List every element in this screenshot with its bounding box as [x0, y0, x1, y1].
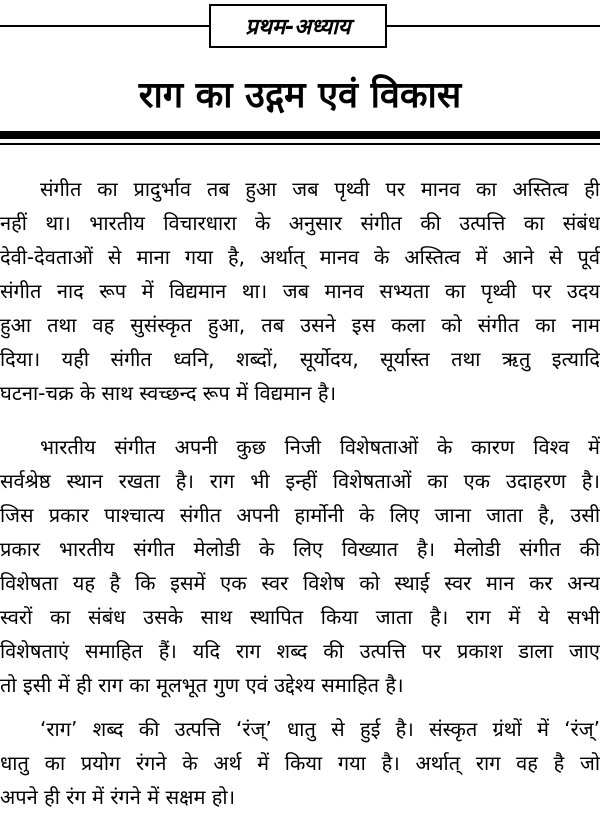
title-underline-thin [0, 143, 600, 145]
title-underline-thick [0, 131, 600, 139]
paragraph-3-line-3: अपने ही रंग में रंगने में सक्षम हो। [0, 785, 236, 809]
paragraph-2-line-8: तो इसी में ही राग का मूलभूत गुण एवं उद्देश्य समाहित है। [0, 673, 404, 697]
paragraph-1-line-5: हुआ तथा वह सुसंस्कृत हुआ, तब उसने इस कला को संगीत का नाम [0, 313, 600, 337]
paragraph-1-line-2: नहीं था। भारतीय विचारधारा के अनुसार संगीत की उत्पत्ति का संबंध [0, 211, 600, 235]
paragraph-2-line-2: सर्वश्रेष्ठ स्थान रखता है। राग भी इन्हीं विशेषताओं का एक उदाहरण है। [0, 469, 600, 493]
header-rule-left [0, 25, 209, 27]
chapter-label-box [209, 4, 387, 48]
chapter-label: प्रथम-अध्याय [245, 15, 351, 40]
paragraph-3-line-2: धातु का प्रयोग रंगने के अर्थ में किया गया है। अर्थात् राग वह है जो [0, 751, 600, 775]
paragraph-3-line-1: ‘राग’ शब्द की उत्पत्ति ‘रंज्’ धातु से हुई है। संस्कृत ग्रंथों में ‘रंज्’ [40, 717, 600, 741]
paragraph-1-line-7: घटना-चक्र के साथ स्वच्छन्द रूप में विद्यमान है। [0, 381, 337, 405]
header-rule-right [387, 25, 600, 27]
paragraph-2-line-1: भारतीय संगीत अपनी कुछ निजी विशेषताओं के कारण विश्व में [40, 435, 600, 459]
paragraph-1-line-4: संगीत नाद रूप में विद्यमान था। जब मानव सभ्यता का पृथ्वी पर उदय [0, 279, 600, 303]
paragraph-2-line-4: प्रकार भारतीय संगीत मेलोडी के लिए विख्यात है। मेलोडी संगीत की [0, 537, 600, 561]
paragraph-1-line-1: संगीत का प्रादुर्भाव तब हुआ जब पृथ्वी पर मानव का अस्तित्व ही [40, 177, 600, 201]
paragraph-1-line-3: देवी-देवताओं से माना गया है, अर्थात् मानव के अस्तित्व में आने से पूर्व [0, 245, 600, 269]
paragraph-2-line-3: जिस प्रकार पाश्चात्य संगीत अपनी हार्मोनी के लिए जाना जाता है, उसी [0, 503, 600, 527]
paragraph-2-line-7: विशेषताएं समाहित हैं। यदि राग शब्द की उत्पत्ति पर प्रकाश डाला जाए [0, 639, 600, 663]
paragraph-2-line-6: स्वरों का संबंध उसके साथ स्थापित किया जाता है। राग में ये सभी [0, 605, 600, 629]
paragraph-2-line-5: विशेषता यह है कि इसमें एक स्वर विशेष को स्थाई स्वर मान कर अन्य [0, 571, 600, 595]
chapter-title: राग का उद्गम एवं विकास [138, 75, 462, 116]
paragraph-1-line-6: दिया। यही संगीत ध्वनि, शब्दों, सूर्योदय, सूर्यास्त तथा ऋतु इत्यादि [0, 347, 600, 371]
